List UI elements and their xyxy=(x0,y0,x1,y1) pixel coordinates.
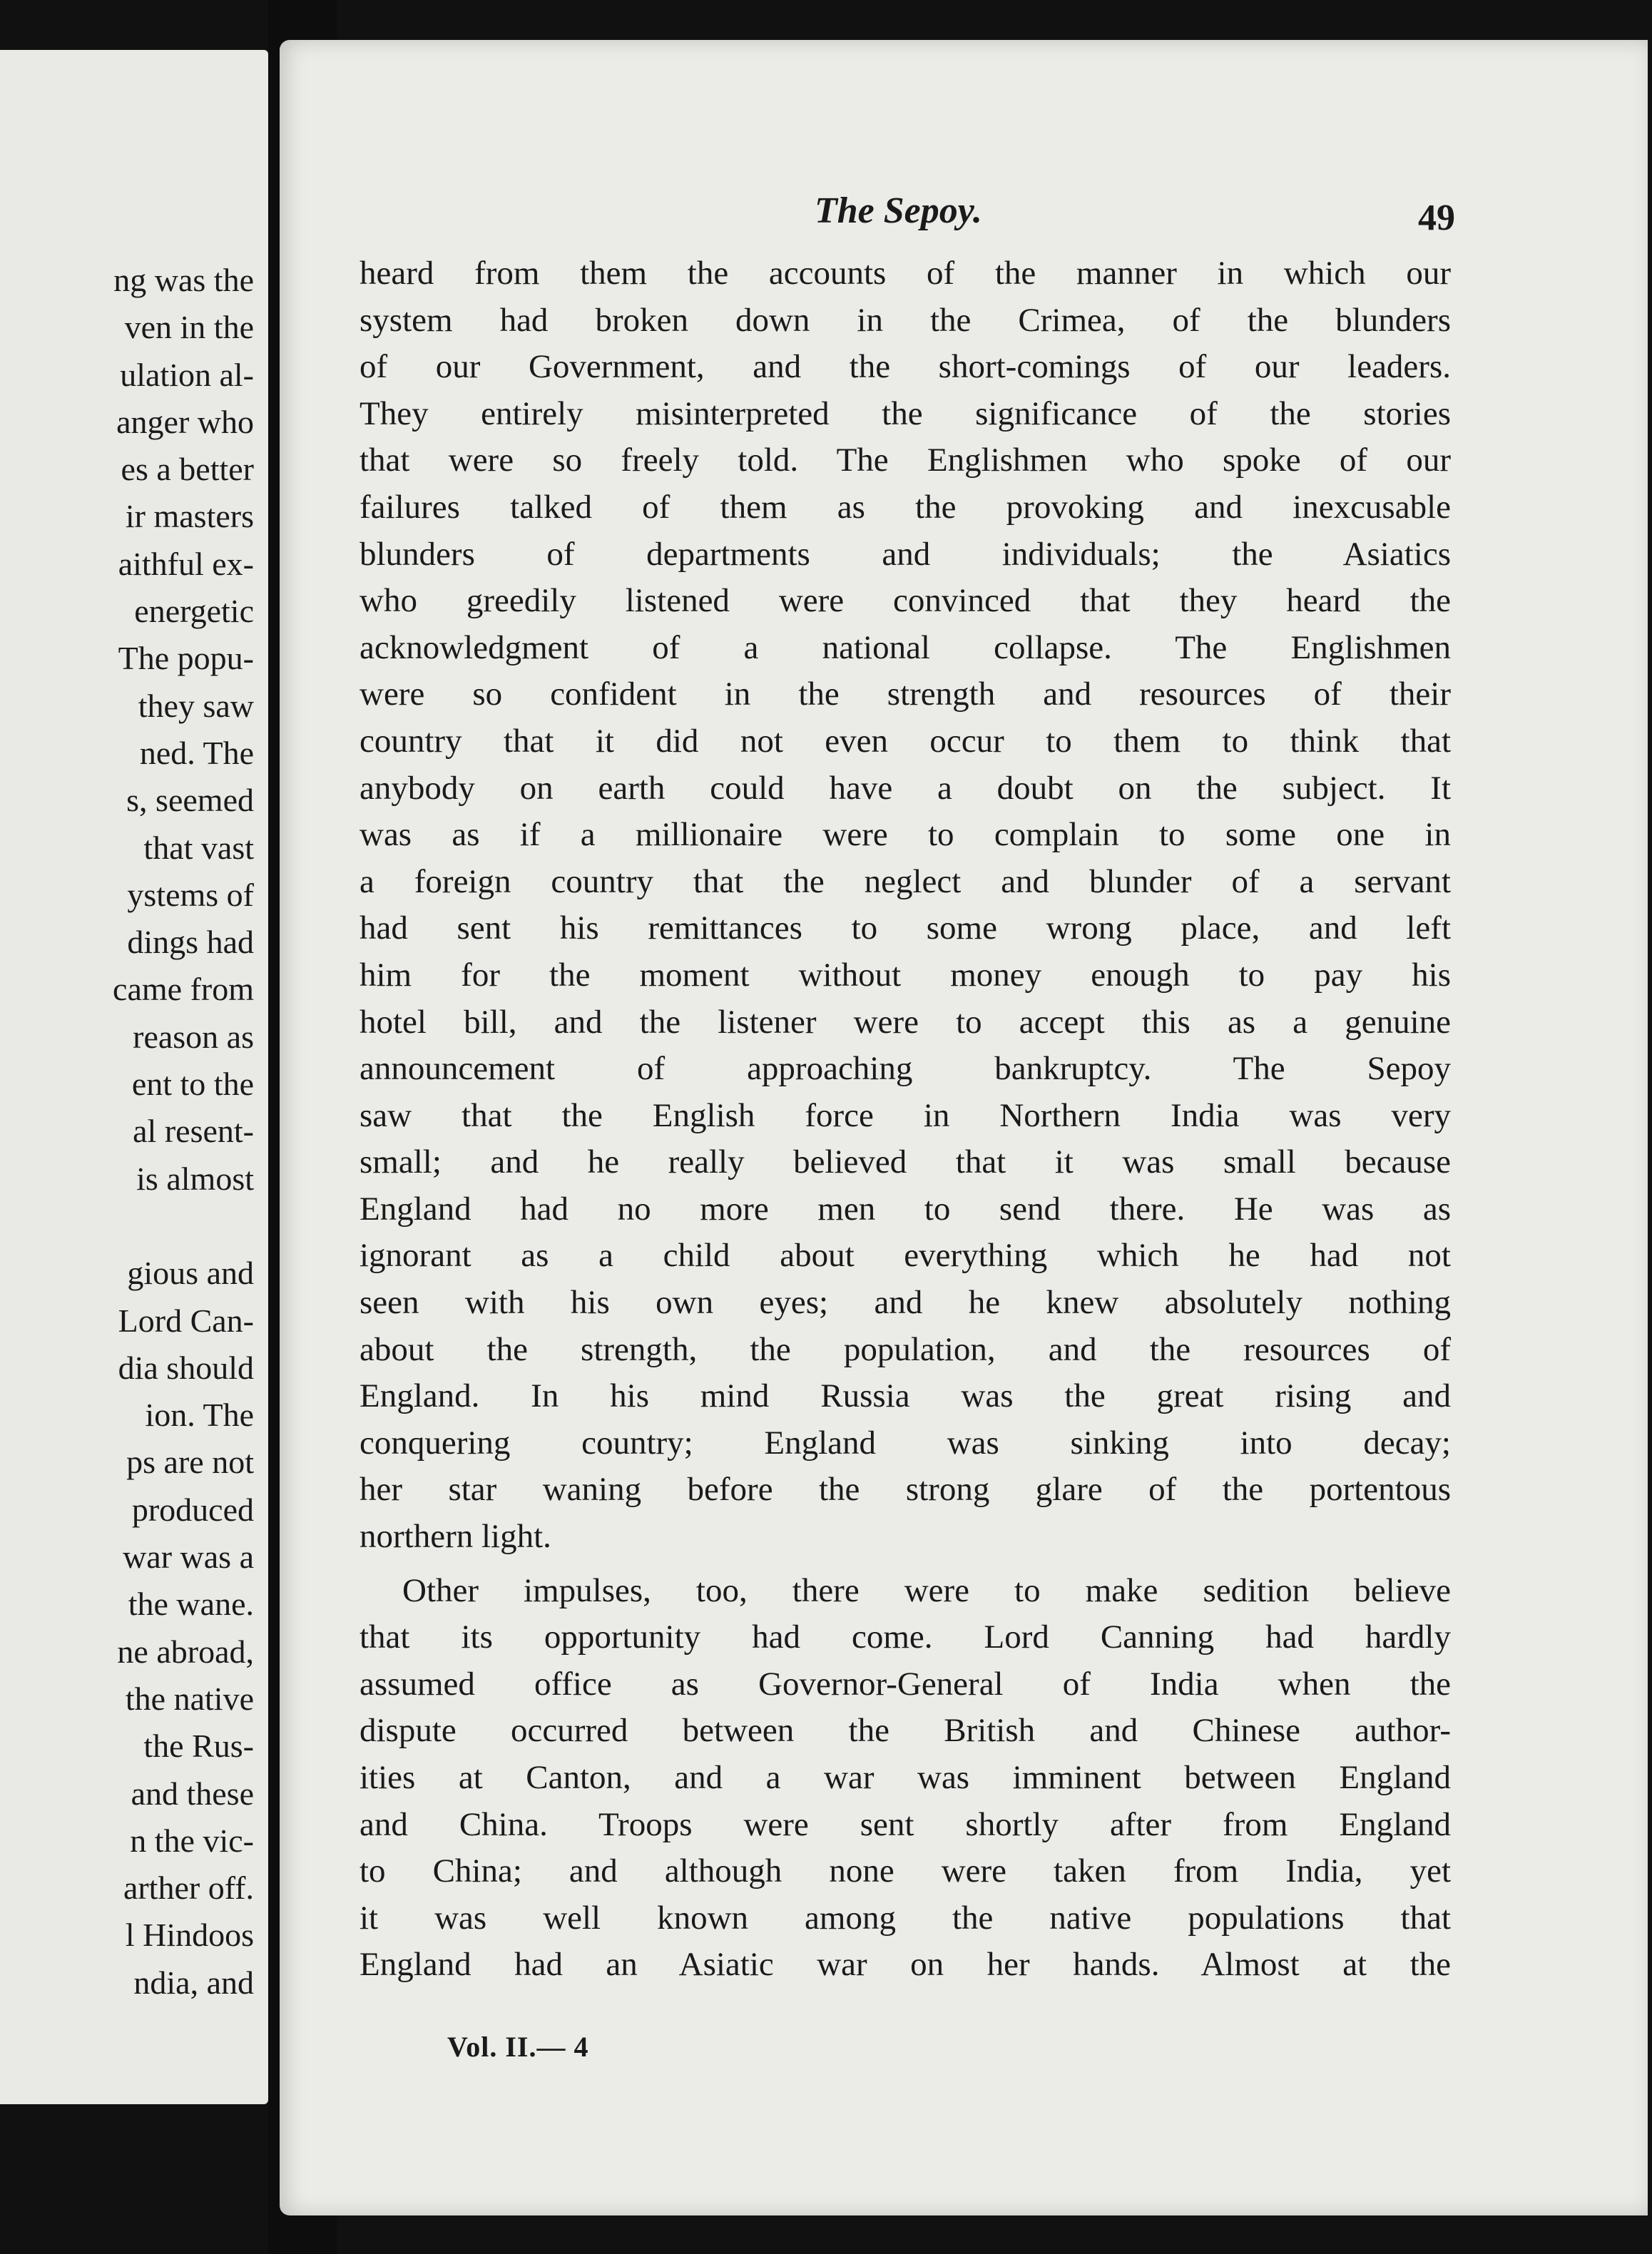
text-line: failures talked of them as the provoking and inexcusable xyxy=(360,488,1451,526)
left-page-line: ent to the xyxy=(131,1066,254,1103)
text-line: about the strength, the population, and the resources of xyxy=(360,1330,1451,1368)
left-page-line xyxy=(0,1203,254,1250)
right-page xyxy=(280,40,1648,2215)
left-page-line: ven in the xyxy=(124,309,254,346)
running-head-title: The Sepoy. xyxy=(815,190,982,231)
left-page-line: es a better xyxy=(121,451,254,488)
text-line: northern light. xyxy=(360,1518,551,1556)
left-page-line: The popu- xyxy=(118,640,254,677)
text-line: that its opportunity had come. Lord Canning had hardly xyxy=(360,1618,1451,1656)
text-line: it was well known among the native populations that xyxy=(360,1899,1451,1937)
left-page-line: arther off. xyxy=(123,1870,254,1907)
text-line: her star waning before the strong glare of the portentous xyxy=(360,1471,1451,1509)
left-page-line: ystems of xyxy=(127,876,254,913)
left-page-line: and these xyxy=(131,1775,254,1812)
running-head xyxy=(280,183,1648,240)
left-page-text xyxy=(0,257,254,2006)
left-page-line: came from xyxy=(113,971,254,1008)
text-line: him for the moment without money enough to pay his xyxy=(360,956,1451,994)
left-page-line: the native xyxy=(125,1680,254,1717)
left-page-line: al resent- xyxy=(133,1113,254,1150)
left-page-line: ne abroad, xyxy=(117,1633,254,1670)
text-line: hotel bill, and the listener were to accept this as a genuine xyxy=(360,1003,1451,1041)
text-line: a foreign country that the neglect and blunder of a servant xyxy=(360,862,1451,900)
left-page-line: war was a xyxy=(123,1539,254,1576)
text-line: Other impulses, too, there were to make sedition believe xyxy=(402,1571,1451,1609)
text-line: had sent his remittances to some wrong place, and left xyxy=(360,909,1451,947)
left-page xyxy=(0,50,268,2104)
text-line: system had broken down in the Crimea, of the blunders xyxy=(360,301,1451,339)
text-line: country that it did not even occur to them to think that xyxy=(360,722,1451,760)
body-text xyxy=(360,250,1451,1989)
text-line: were so confident in the strength and resources of their xyxy=(360,675,1451,713)
left-page-line: anger who xyxy=(116,403,254,440)
left-page-line: ion. The xyxy=(145,1397,254,1434)
left-page-line: ir masters xyxy=(125,498,254,535)
left-page-line: l Hindoos xyxy=(125,1917,254,1954)
left-page-line: ndia, and xyxy=(133,1964,254,2001)
left-page-line: they saw xyxy=(138,687,254,724)
left-page-line: s, seemed xyxy=(126,782,254,819)
left-page-line: dings had xyxy=(127,924,254,961)
text-line: to China; and although none were taken from India, yet xyxy=(360,1852,1451,1890)
text-line: blunders of departments and individuals; the Asiatics xyxy=(360,535,1451,573)
text-line: ignorant as a child about everything which he had not xyxy=(360,1237,1451,1275)
left-page-line: the wane. xyxy=(128,1586,254,1623)
text-line: saw that the English force in Northern India was very xyxy=(360,1096,1451,1134)
text-line: seen with his own eyes; and he knew absolutely nothing xyxy=(360,1284,1451,1322)
text-line: England had no more men to send there. He was as xyxy=(360,1190,1451,1228)
text-line: ities at Canton, and a war was imminent between England xyxy=(360,1759,1451,1796)
left-page-line: energetic xyxy=(134,593,254,630)
left-page-line: Lord Can- xyxy=(118,1302,254,1339)
text-line: dispute occurred between the British and Chinese author- xyxy=(360,1712,1451,1750)
text-line: and China. Troops were sent shortly after from England xyxy=(360,1805,1451,1843)
paragraph-1 xyxy=(360,250,1451,1561)
text-line: small; and he really believed that it was small because xyxy=(360,1143,1451,1181)
left-page-line: dia should xyxy=(118,1349,254,1386)
text-line: who greedily listened were convinced that they heard the xyxy=(360,582,1451,620)
text-line: announcement of approaching bankruptcy. The Sepoy xyxy=(360,1050,1451,1088)
text-line: They entirely misinterpreted the significance of the stories xyxy=(360,394,1451,432)
text-line: England had an Asiatic war on her hands. Almost at the xyxy=(360,1946,1451,1984)
text-line: assumed office as Governor-General of India when the xyxy=(360,1665,1451,1703)
text-line: England. In his mind Russia was the great rising and xyxy=(360,1377,1451,1415)
paragraph-2 xyxy=(360,1568,1451,1989)
text-line: of our Government, and the short-comings of our leaders. xyxy=(360,348,1451,386)
text-line: that were so freely told. The Englishmen who spoke of our xyxy=(360,442,1451,479)
text-line: acknowledgment of a national collapse. The Englishmen xyxy=(360,628,1451,666)
left-page-line: produced xyxy=(131,1491,254,1528)
text-line: heard from them the accounts of the manner in which our xyxy=(360,255,1451,292)
left-page-line: ulation al- xyxy=(120,356,254,393)
left-page-line: is almost xyxy=(136,1160,254,1197)
left-page-line: ng was the xyxy=(113,262,254,298)
left-page-line: the Rus- xyxy=(143,1728,254,1765)
left-page-line: that vast xyxy=(143,829,254,866)
text-line: conquering country; England was sinking into decay; xyxy=(360,1424,1451,1462)
text-line: anybody on earth could have a doubt on the subject. It xyxy=(360,769,1451,807)
left-page-line: n the vic- xyxy=(130,1822,254,1859)
page-number: 49 xyxy=(1418,198,1455,238)
signature-mark: Vol. II.— 4 xyxy=(447,2031,589,2063)
left-page-line: gious and xyxy=(127,1255,254,1292)
left-page-line: ned. The xyxy=(139,734,254,771)
text-line: was as if a millionaire were to complain to some one in xyxy=(360,816,1451,854)
left-page-line: reason as xyxy=(133,1018,254,1055)
left-page-line: aithful ex- xyxy=(118,545,254,582)
left-page-line: ps are not xyxy=(126,1444,254,1481)
